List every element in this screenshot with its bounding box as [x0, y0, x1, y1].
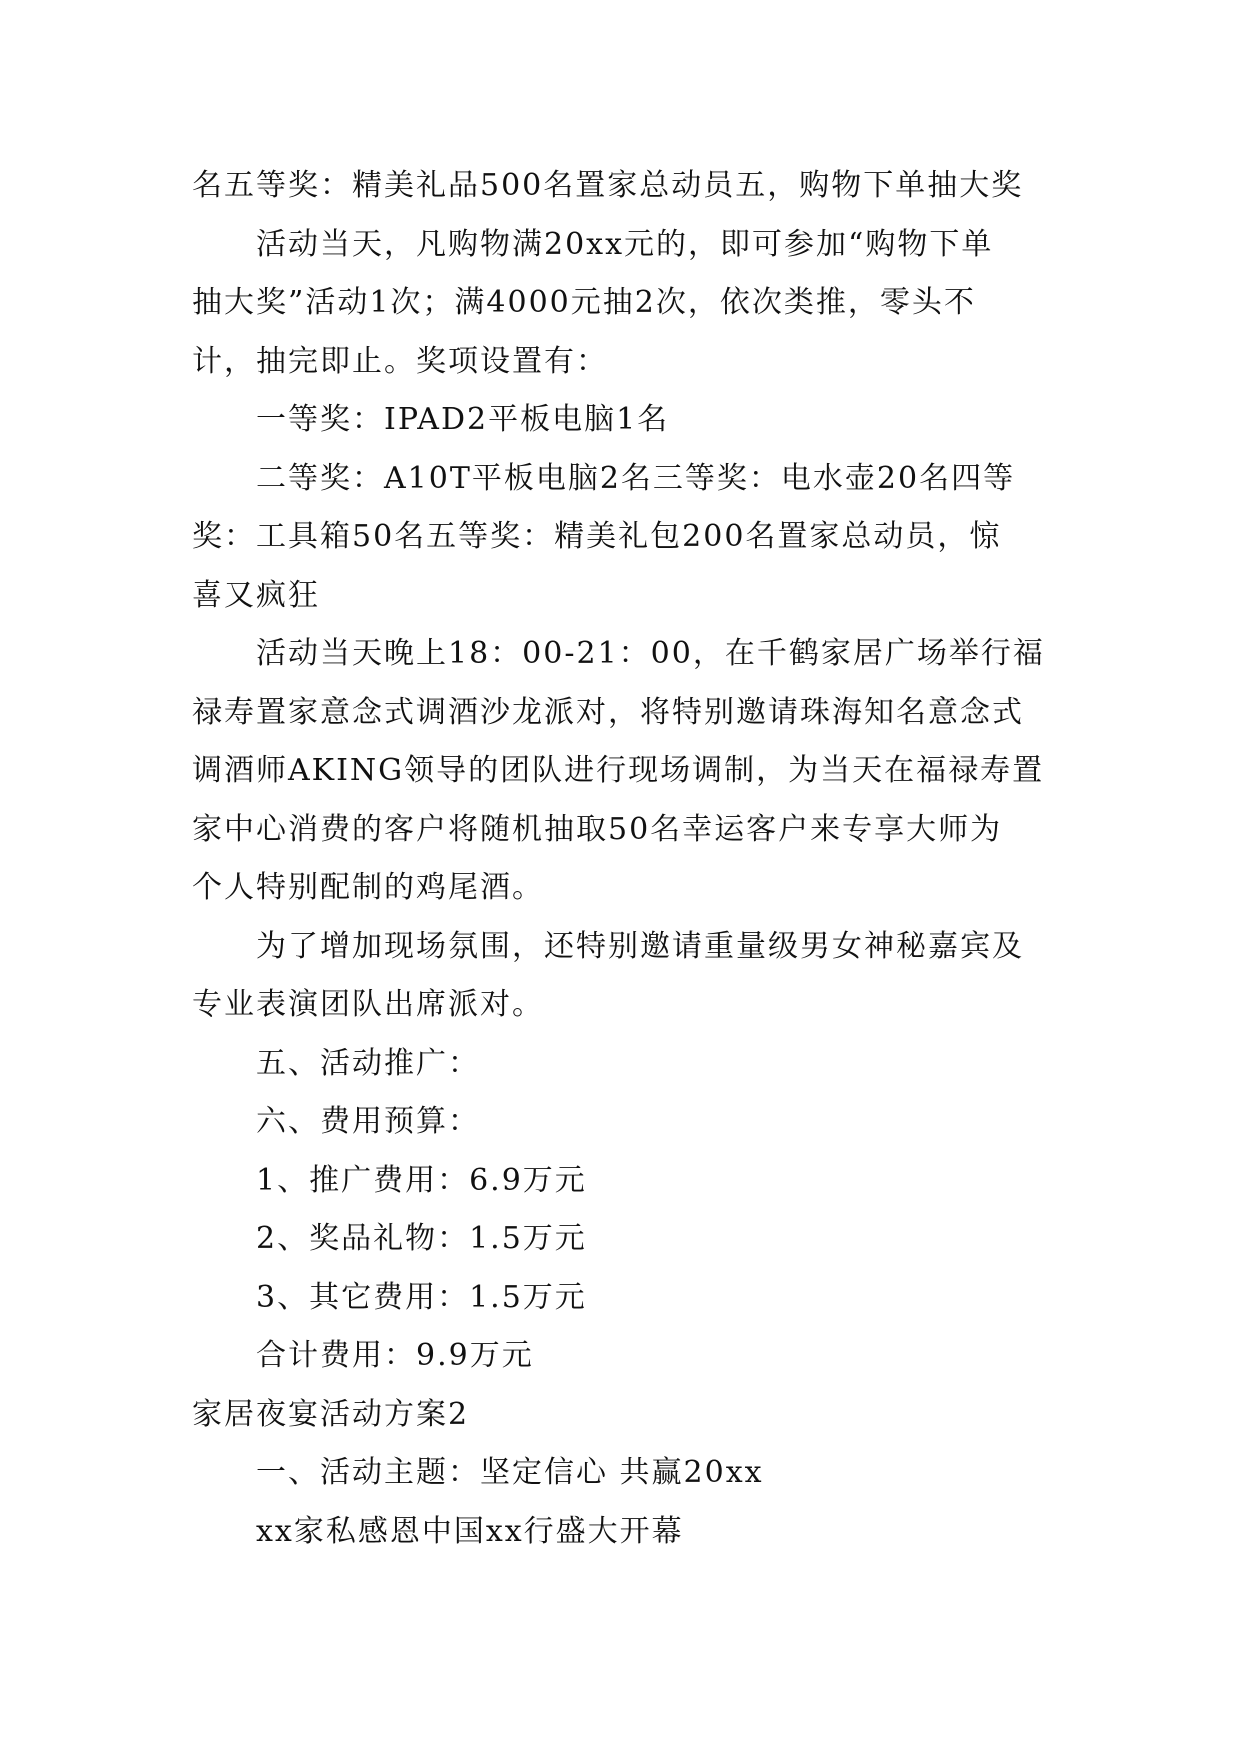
section-heading-theme: 一、活动主题：坚定信心 共赢20xx [256, 1455, 764, 1490]
text-line-6: 二等奖：A10T平板电脑2名三等奖：电水壶20名四等 [256, 460, 1016, 496]
text-line-10: 禄寿置家意念式调酒沙龙派对，将特别邀请珠海知名意念式 [192, 694, 1024, 730]
budget-item-other: 3、其它费用：1.5万元 [256, 1279, 587, 1315]
text-line-12: 家中心消费的客户将随机抽取50名幸运客户来专享大师为 [192, 811, 1003, 847]
text-line-8: 喜又疯狂 [192, 577, 320, 613]
text-line-24: xx家私感恩中国xx行盛大开幕 [256, 1513, 684, 1549]
text-line-2: 活动当天，凡购物满20xx元的，即可参加“购物下单 [256, 226, 994, 262]
text-line-4: 计，抽完即止。奖项设置有： [192, 343, 608, 379]
section-heading-promotion: 五、活动推广： [256, 1045, 480, 1081]
text-line-15: 专业表演团队出席派对。 [192, 987, 544, 1022]
budget-item-promotion: 1、推广费用：6.9万元 [256, 1162, 587, 1198]
text-line-3: 抽大奖”活动1次；满4000元抽2次，依次类推，零头不 [192, 285, 976, 320]
text-line-5: 一等奖：IPAD2平板电脑1名 [256, 402, 670, 437]
text-line-11: 调酒师AKING领导的团队进行现场调制，为当天在福禄寿置 [192, 753, 1045, 788]
text-line-7: 奖：工具箱50名五等奖：精美礼包200名置家总动员，惊 [192, 519, 1002, 554]
section-heading-budget: 六、费用预算： [256, 1104, 480, 1139]
text-line-13: 个人特别配制的鸡尾酒。 [192, 870, 544, 905]
budget-item-prizes: 2、奖品礼物：1.5万元 [256, 1221, 587, 1256]
text-line-9: 活动当天晚上18：00-21：00，在千鹤家居广场举行福 [256, 636, 1045, 671]
text-line-14: 为了增加现场氛围，还特别邀请重量级男女神秘嘉宾及 [256, 928, 1024, 964]
document-body [192, 157, 1060, 1561]
budget-total: 合计费用：9.9万元 [256, 1338, 534, 1373]
plan-title: 家居夜宴活动方案2 [192, 1396, 470, 1432]
text-line-1: 名五等奖：精美礼品500名置家总动员五，购物下单抽大奖 [192, 168, 1024, 203]
